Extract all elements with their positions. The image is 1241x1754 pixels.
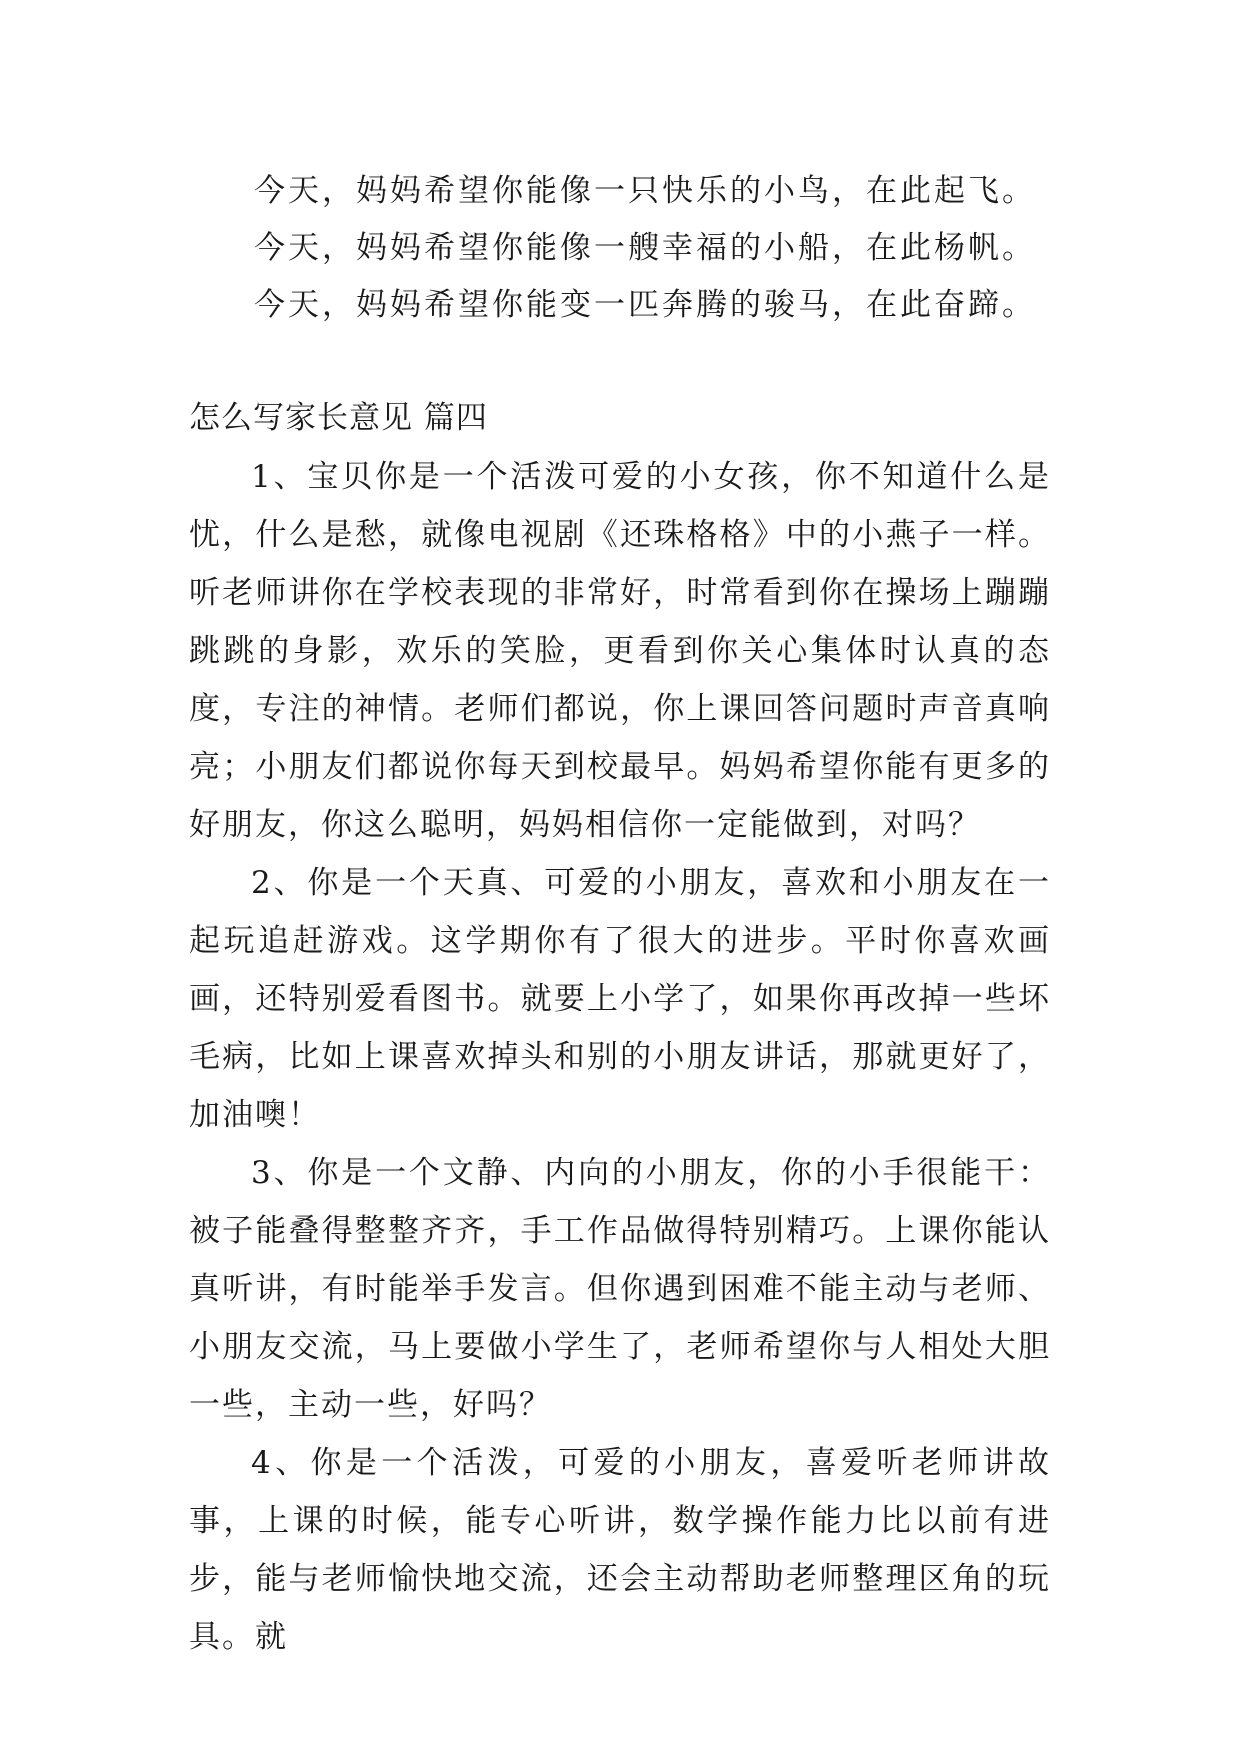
wish-line: 今天，妈妈希望你能变一匹奔腾的骏马，在此奋蹄。 [254, 287, 1036, 323]
wish-line: 今天，妈妈希望你能像一艘幸福的小船，在此杨帆。 [254, 230, 1036, 266]
body-text [189, 448, 1051, 1666]
wish-line: 今天，妈妈希望你能像一只快乐的小鸟，在此起飞。 [254, 173, 1036, 209]
paragraph: 2、你是一个天真、可爱的小朋友，喜欢和小朋友在一起玩追赶游戏。这学期你有了很大的进步。平时你喜欢画画，还特别爱看图书。就要上小学了，如果你再改掉一些坏毛病，比如上课喜欢掉头和别的小朋友讲话，那就更好了，加油噢！ [189, 865, 1051, 1133]
section-title: 怎么写家长意见 篇四 [189, 400, 488, 436]
paragraph: 4、你是一个活泼，可爱的小朋友，喜爱听老师讲故事，上课的时候，能专心听讲，数学操作能力比以前有进步，能与老师愉快地交流，还会主动帮助老师整理区角的玩具。就 [189, 1445, 1051, 1655]
paragraph: 1、宝贝你是一个活泼可爱的小女孩，你不知道什么是忧，什么是愁，就像电视剧《还珠格格》中的小燕子一样。听老师讲你在学校表现的非常好，时常看到你在操场上蹦蹦跳跳的身影，欢乐的笑脸，更看到你关心集体时认真的态度，专注的神情。老师们都说，你上课回答问题时声音真响亮；小朋友们都说你每天到校最早。妈妈希望你能有更多的好朋友，你这么聪明，妈妈相信你一定能做到，对吗？ [189, 459, 1051, 843]
paragraph: 3、你是一个文静、内向的小朋友，你的小手很能干：被子能叠得整整齐齐，手工作品做得特别精巧。上课你能认真听讲，有时能举手发言。但你遇到困难不能主动与老师、小朋友交流，马上要做小学生了，老师希望你与人相处大胆一些，主动一些，好吗？ [189, 1155, 1051, 1423]
wish-list [254, 163, 1054, 334]
